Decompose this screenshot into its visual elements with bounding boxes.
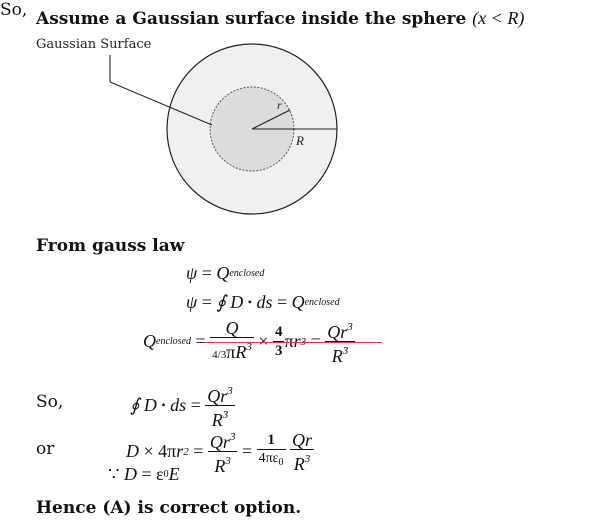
denominator [257, 449, 286, 472]
denominator: 3 [274, 343, 283, 359]
integral-symbol: ∮ [130, 395, 140, 415]
equation-psi-q [186, 263, 264, 284]
d-symbol: D [126, 441, 139, 461]
equals-sign: = [190, 395, 201, 415]
cube-exp: 3 [229, 431, 236, 443]
slash: / [217, 349, 221, 361]
because-symbol: ∵ [108, 464, 120, 484]
enclosed-subscript: enclosed [304, 297, 340, 308]
equals-sign: = [195, 331, 206, 351]
section-heading: From gauss law [36, 236, 185, 256]
outer-radius-text: R [296, 133, 304, 148]
d-symbol: D [230, 292, 244, 312]
cube-exp: 3 [300, 335, 307, 348]
cube-exp: 3 [222, 409, 229, 421]
three: 3 [220, 349, 227, 361]
psi-symbol: ψ [186, 263, 198, 283]
heading-condition: (x < R) [472, 8, 525, 28]
pi-symbol: π [284, 331, 294, 351]
so-text: So, [36, 392, 64, 412]
pi-symbol: π [226, 342, 236, 362]
gaussian-surface-diagram [0, 0, 614, 240]
e-symbol: E [168, 464, 180, 484]
gaussian-surface-label: Gaussian Surface [36, 37, 152, 52]
numerator: 4 [274, 324, 283, 340]
cube-exp: 3 [347, 321, 353, 333]
enclosed-subscript: enclosed [229, 268, 265, 279]
r-upper: R [235, 342, 247, 362]
inner-radius-text: r [277, 98, 282, 112]
q-symbol: Q [143, 331, 156, 351]
epsilon-symbol: ε [156, 464, 164, 484]
times-symbol: × [143, 441, 154, 461]
fraction-qr3-over-r3 [205, 382, 235, 429]
fraction-qr3-over-r3 [208, 428, 238, 475]
numerator [208, 428, 238, 451]
conclusion-text: Hence (A) is correct option. [36, 498, 302, 518]
equation-because [108, 464, 180, 485]
numerator: Qr [292, 429, 313, 450]
fraction-qr-over-r3 [290, 431, 314, 473]
equals-sign: = [310, 331, 321, 351]
enclosed-subscript: enclosed [156, 336, 191, 347]
pi-symbol: π [167, 441, 177, 461]
numerator [205, 382, 235, 405]
q-symbol: Q [291, 292, 305, 312]
or-label: or [36, 439, 55, 459]
d-symbol: D [123, 464, 137, 484]
integral-symbol: ∮ [216, 292, 226, 312]
ds-symbol: ds [256, 292, 273, 312]
qr: Qr [209, 432, 230, 452]
so-label-pos [36, 392, 63, 412]
ds-symbol: ds [170, 395, 187, 415]
cube-exp: 3 [225, 455, 231, 467]
qr: Qr [327, 322, 348, 342]
cube-exp: 3 [227, 385, 233, 397]
so-label: So, [0, 0, 28, 20]
four: 4 [158, 441, 168, 461]
r-upper: R [214, 456, 226, 476]
four: 4 [212, 349, 218, 361]
d-symbol: D [143, 395, 157, 415]
four-pi-eps: 4πε [258, 451, 279, 466]
denominator [325, 341, 355, 365]
r-upper: R [331, 346, 343, 366]
equals-sign: = [201, 292, 212, 312]
red-strike-line [204, 342, 382, 343]
dot-symbol: • [161, 398, 166, 412]
dot-symbol: • [247, 295, 252, 309]
cube-exp: 3 [304, 452, 311, 465]
equals-sign: = [276, 292, 288, 312]
square-exp: 2 [183, 445, 189, 458]
equation-so [130, 382, 235, 429]
cube-exp: 3 [342, 345, 349, 357]
fraction-one-over-4pi-eps0 [257, 431, 286, 472]
equals-sign: = [193, 441, 204, 461]
equals-sign: = [141, 464, 152, 484]
denominator [205, 405, 235, 429]
qr: Qr [207, 386, 228, 406]
numerator: 1 [267, 432, 275, 448]
psi-symbol: ψ [186, 292, 198, 312]
equals-sign: = [201, 263, 212, 283]
q-symbol: Q [216, 263, 230, 283]
numerator: Q [225, 318, 239, 338]
denominator [290, 449, 314, 473]
heading-text: Assume a Gaussian surface inside the sphere [36, 9, 467, 29]
numerator [325, 318, 355, 341]
denominator [208, 451, 238, 475]
times-symbol: × [258, 331, 269, 351]
zero-subscript: 0 [163, 469, 169, 480]
cube-exp: 3 [246, 341, 252, 353]
zero-subscript: 0 [278, 457, 284, 468]
r-lower: r [176, 441, 184, 461]
equation-flux-integral [186, 292, 340, 313]
r-upper: R [211, 410, 223, 430]
r-upper: R [293, 453, 305, 474]
r-lower: r [293, 331, 301, 351]
equals-sign: = [241, 441, 253, 461]
